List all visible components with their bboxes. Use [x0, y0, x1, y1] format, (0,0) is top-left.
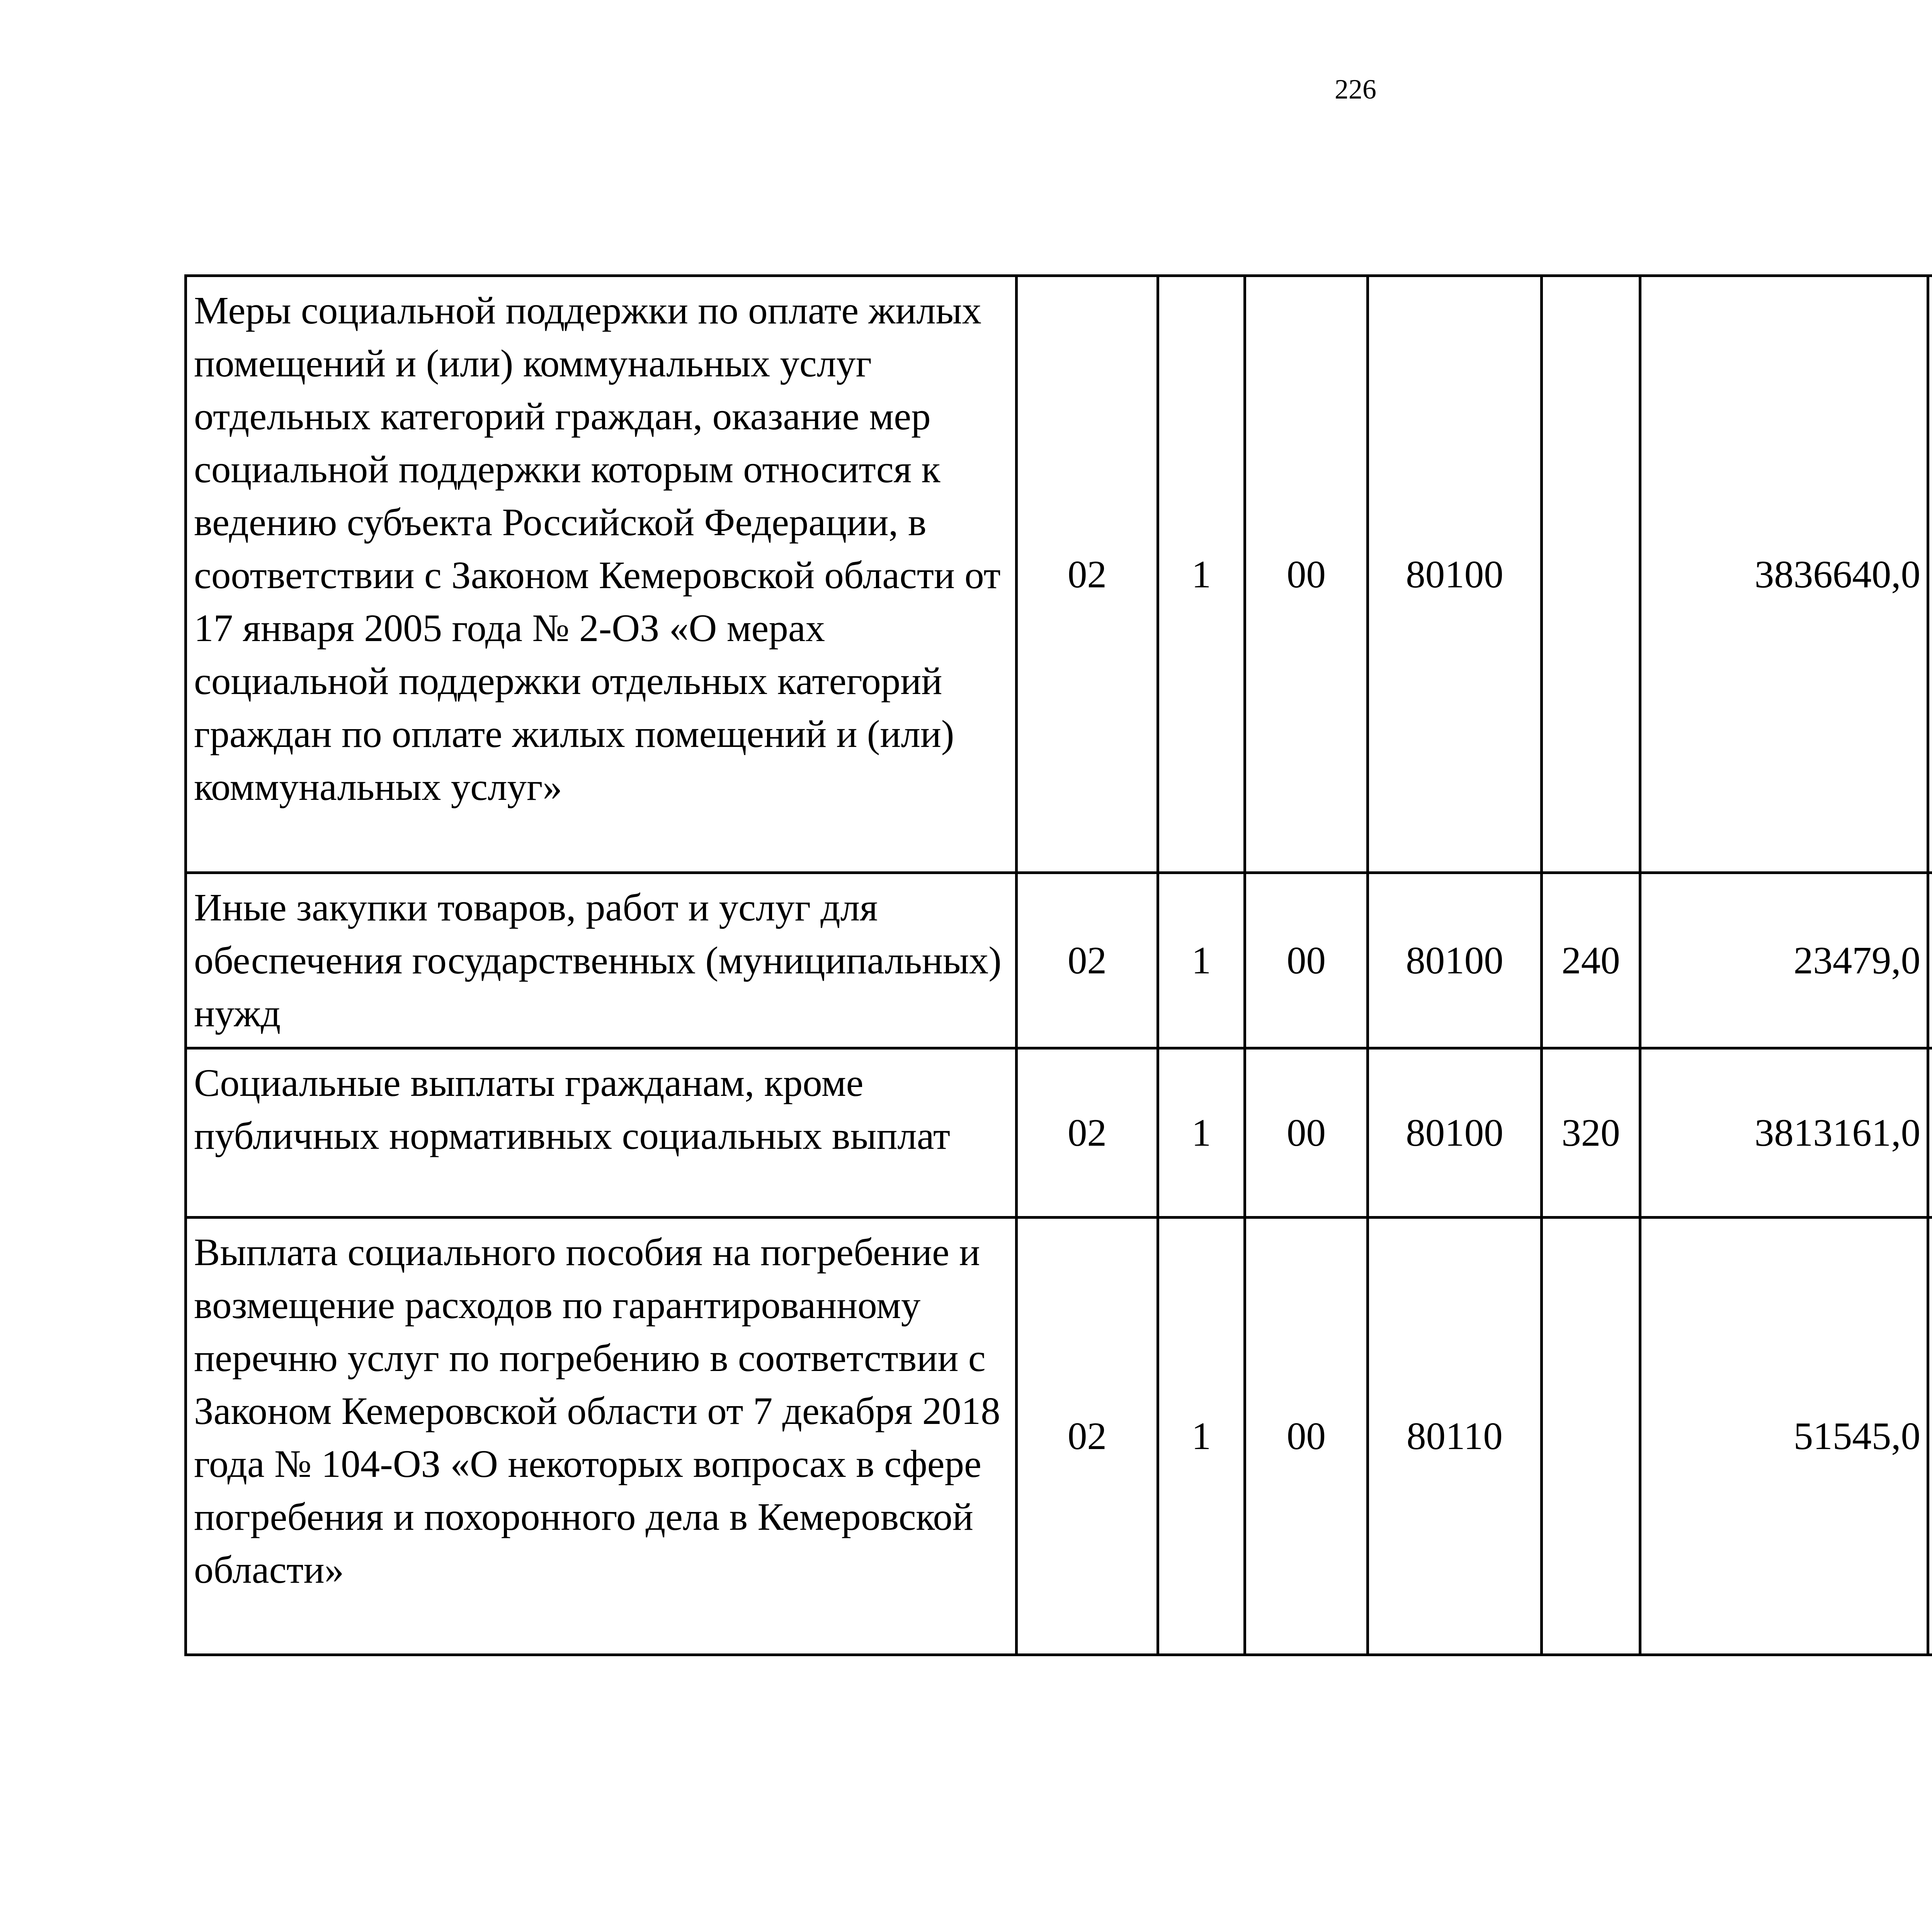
amount-2: [1928, 1048, 1932, 1218]
direction-code: 80100: [1368, 276, 1542, 873]
amount-1: 23479,0: [1640, 873, 1928, 1048]
row-description: Выплата социального пособия на погребение и возмещение расходов по гарантированному перечню услуг по погребению в соответствии с Законом Кемеровской области от 7 декабря 2018 года № 104-ОЗ «О некоторых вопросах в сфере погребения и похоронного дела в Кемеровской области»: [186, 1218, 1017, 1655]
program-code: 02: [1017, 873, 1158, 1048]
direction-code: 80100: [1368, 873, 1542, 1048]
row-description: Меры социальной поддержки по оплате жилых помещений и (или) коммунальных услуг отдельных категорий граждан, оказание мер социальной поддержки которым относится к ведению субъекта Российской Федерации, в соответствии с Законом Кемеровской области от 17 января 2005 года № 2-ОЗ «О мерах социальной поддержки отдельных категорий граждан по оплате жилых помещений и (или) коммунальных услуг»: [186, 276, 1017, 873]
program-code: 02: [1017, 1048, 1158, 1218]
expense-type-code: 240: [1542, 873, 1640, 1048]
subprogram-code: 1: [1158, 873, 1245, 1048]
main-event-code: 00: [1245, 1218, 1368, 1655]
table-row: [186, 873, 1932, 1048]
amount-1: 3836640,0: [1640, 276, 1928, 873]
subprogram-code: 1: [1158, 1048, 1245, 1218]
row-description: Социальные выплаты гражданам, кроме публичных нормативных социальных выплат: [186, 1048, 1017, 1218]
amount-2: [1928, 1218, 1932, 1655]
expense-type-code: 320: [1542, 1048, 1640, 1218]
budget-table: [184, 274, 1932, 1656]
direction-code: 80100: [1368, 1048, 1542, 1218]
amount-2: [1928, 873, 1932, 1048]
amount-2: [1928, 276, 1932, 873]
direction-code: 80110: [1368, 1218, 1542, 1655]
expense-type-code: [1542, 1218, 1640, 1655]
program-code: 02: [1017, 276, 1158, 873]
expense-type-code: [1542, 276, 1640, 873]
main-event-code: 00: [1245, 276, 1368, 873]
row-description: Иные закупки товаров, работ и услуг для обеспечения государственных (муниципальных) нужд: [186, 873, 1017, 1048]
table-row: [186, 1218, 1932, 1655]
main-event-code: 00: [1245, 873, 1368, 1048]
program-code: 02: [1017, 1218, 1158, 1655]
table-row: [186, 1048, 1932, 1218]
amount-1: 51545,0: [1640, 1218, 1928, 1655]
amount-1: 3813161,0: [1640, 1048, 1928, 1218]
page-number: 226: [1335, 74, 1376, 105]
subprogram-code: 1: [1158, 276, 1245, 873]
main-event-code: 00: [1245, 1048, 1368, 1218]
subprogram-code: 1: [1158, 1218, 1245, 1655]
table-row: [186, 276, 1932, 873]
